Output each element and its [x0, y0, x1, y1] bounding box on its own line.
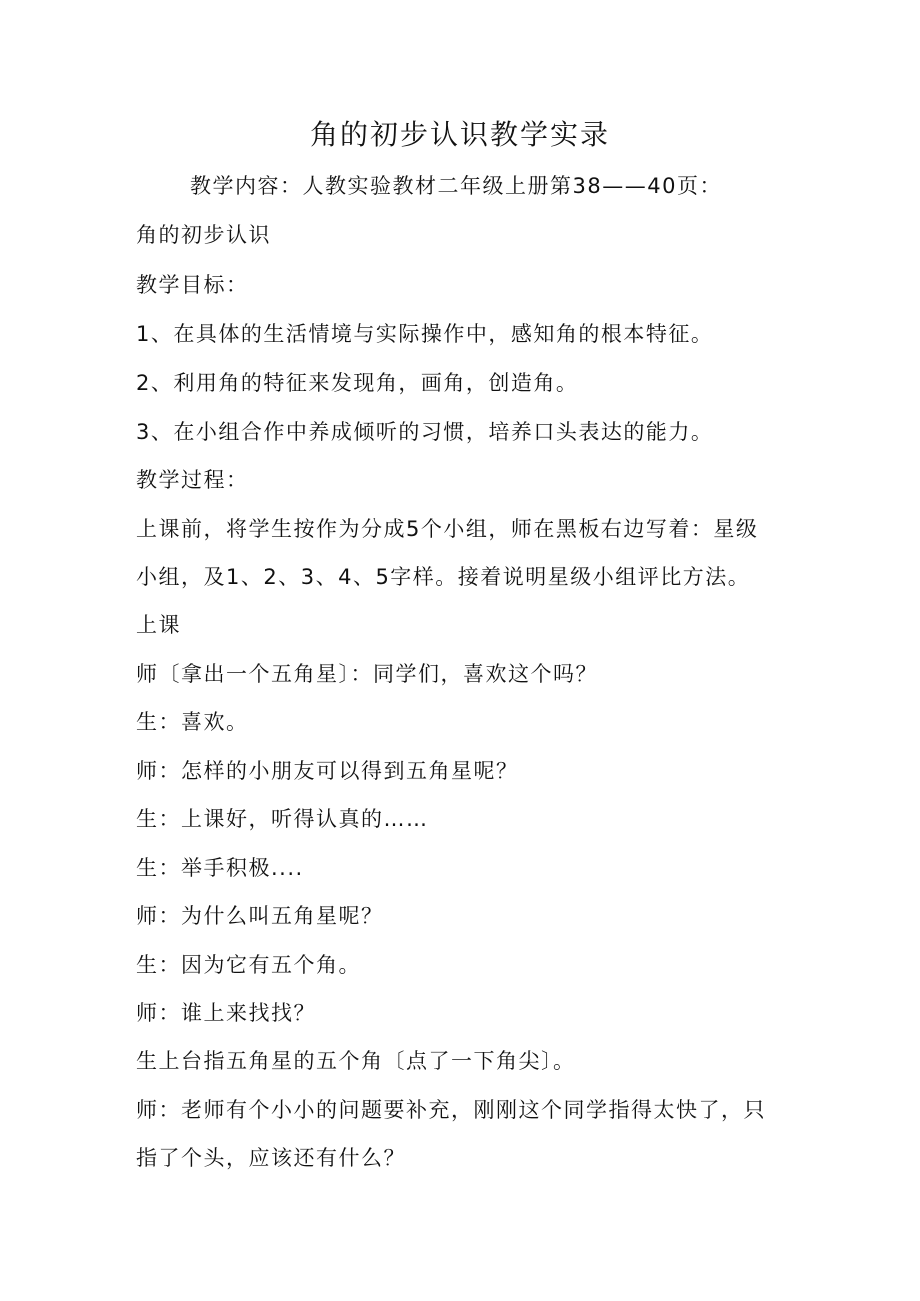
dialogue-line: 生上台指五角星的五个角〔点了一下角尖〕。 [136, 1049, 576, 1073]
paragraph-line: 上课前，将学生按作为分成5个小组，师在黑板右边写着：星级 [136, 517, 759, 541]
dialogue-line: 指了个头，应该还有什么？ [136, 1146, 406, 1170]
text-line: 上课 [136, 613, 181, 637]
dialogue-line: 生：举手积极.... [136, 856, 304, 880]
section-heading-goals: 教学目标： [136, 273, 249, 297]
dialogue-line: 生：上课好，听得认真的…… [136, 807, 429, 831]
document-title: 角的初步认识教学实录 [309, 118, 610, 151]
dialogue-line: 生：喜欢。 [136, 710, 249, 734]
text-line: 角的初步认识 [136, 223, 271, 247]
teaching-content-line: 教学内容：人教实验教材二年级上册第38——40页： [190, 174, 722, 198]
paragraph-line: 小组，及1、2、3、4、5字样。接着说明星级小组评比方法。 [136, 565, 751, 589]
dialogue-line: 师：为什么叫五角星呢？ [136, 904, 384, 928]
goal-item: 2、利用角的特征来发现角，画角，创造角。 [136, 371, 579, 395]
section-heading-process: 教学过程： [136, 468, 249, 492]
dialogue-line: 师：谁上来找找？ [136, 1001, 316, 1025]
dialogue-line: 师：怎样的小朋友可以得到五角星呢？ [136, 759, 519, 783]
dialogue-line: 师〔拿出一个五角星〕：同学们，喜欢这个吗？ [136, 662, 598, 686]
dialogue-line: 生：因为它有五个角。 [136, 953, 361, 977]
dialogue-line: 师：老师有个小小的问题要补充，刚刚这个同学指得太快了，只 [136, 1098, 766, 1122]
goal-item: 3、在小组合作中养成倾听的习惯，培养口头表达的能力。 [136, 420, 714, 444]
goal-item: 1、在具体的生活情境与实际操作中，感知角的根本特征。 [136, 322, 714, 346]
